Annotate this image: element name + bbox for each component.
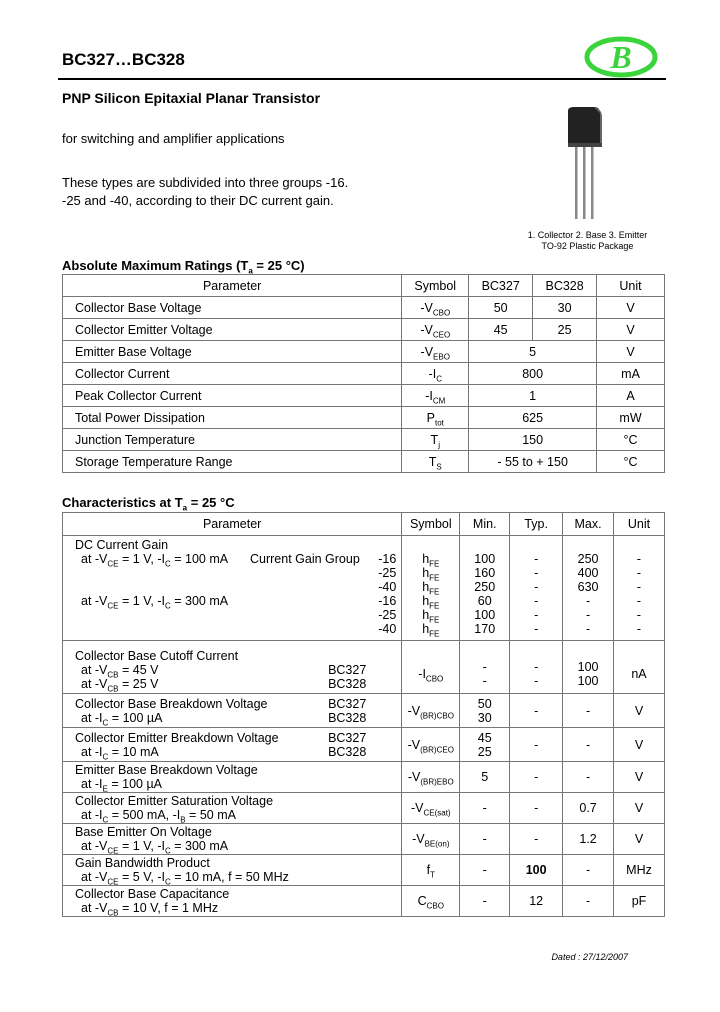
header-unit: Unit [597,275,665,297]
header-bc328: BC328 [533,275,597,297]
pin-description: 1. Collector 2. Base 3. Emitter [527,230,648,240]
table-row: Base Emitter On Voltage at $-V_{CE} = 1$ V, $-I_C = 300$ mA $-V_{BE(on)}$ - - 1.2 V [63,824,665,855]
table-row: Collector Base Voltage $-V_{CBO}$ 50 30 V [63,297,665,319]
groups-text-1: These types are subdivided into three groups -16. [62,175,349,190]
package-caption [520,230,655,252]
characteristics-table [62,512,665,917]
chars-header-row [63,513,665,536]
table-row: Peak Collector Current $-I_{CM}$ 1 A [63,385,665,407]
header-parameter: Parameter [63,513,402,536]
table-row: Gain Bandwidth Product at $-V_{CE} = 5$ V, $-I_C = 10$ mA, f = 50 MHz $f_T$ - 100 - MHz [63,855,665,886]
table-row: Emitter Base Voltage $-V_{EBO}$ 5 V [63,341,665,363]
dc-current-gain-row: DC Current Gain at $-V_{CE} = 1$ V, $-I_C = 100$ mA Current Gain Group -16 -25 -40 at $-V_{CE} = 1$ V, $-I_C = 300$ mA -16 -25 -40 $h_{FE}$ $h_{FE}$ $h_{FE}$ $h_{FE}$ $h_{FE}$ $h_{FE}$ 100 160 250 60 100 170 - - - - - - 250 400 630 - - - - - - - - - [63,536,665,641]
ratings-header-row [63,275,665,297]
characteristics-title: Characteristics at $T_a = 25$ °C [62,495,235,513]
header-parameter: Parameter [63,275,402,297]
groups-text-2: -25 and -40, according to their DC current gain. [62,193,334,208]
to92-package-image [560,105,620,225]
table-row: Storage Temperature Range $T_S$ - 55 to + 150 °C [63,451,665,473]
company-logo [583,36,659,78]
header-typ: Typ. [510,513,563,536]
table-row: Total Power Dissipation $P_{tot}$ 625 mW [63,407,665,429]
title-rule [58,78,666,80]
datasheet-title: BC327…BC328 [62,50,185,69]
table-row: Collector Emitter Voltage $-V_{CEO}$ 45 25 V [63,319,665,341]
header-max: Max. [563,513,614,536]
svg-text:B: B [610,39,632,75]
table-row: Junction Temperature $T_j$ 150 °C [63,429,665,451]
header-bc327: BC327 [469,275,533,297]
header-unit: Unit [614,513,665,536]
header-symbol: Symbol [402,513,460,536]
table-row: Emitter Base Breakdown Voltage at $-I_E = 100$ µA $-V_{(BR)EBO}$ 5 - - V [63,762,665,793]
cb-breakdown-row: Collector Base Breakdown Voltage at $-I_C = 100$ µA BC327 BC328 $-V_{(BR)CBO}$ 50 30 - - V [63,694,665,728]
cutoff-current-row: Collector Base Cutoff Current at $-V_{CB} = 45$ V BC327 at $-V_{CB} = 25$ V BC328 $-I_{CBO}$ - - - - 100 100 nA [63,641,665,694]
ratings-title: Absolute Maximum Ratings ($T_a = 25$ °C) [62,258,305,276]
application-text: for switching and amplifier applications [62,131,285,146]
ratings-table [62,274,665,473]
header-min: Min. [460,513,510,536]
table-row: Collector Current $-I_C$ 800 mA [63,363,665,385]
table-row: Collector Emitter Saturation Voltage at $-I_C = 500$ mA, $-I_B = 50$ mA $-V_{CE(sat)}$ - - 0.7 V [63,793,665,824]
datasheet-subtitle: PNP Silicon Epitaxial Planar Transistor [62,90,321,106]
table-row: Collector Base Capacitance at $-V_{CB} = 10$ V, f = 1 MHz $C_{CBO}$ - 12 - pF [63,886,665,917]
ce-breakdown-row: Collector Emitter Breakdown Voltage at $-I_C = 10$ mA BC327 BC328 $-V_{(BR)CEO}$ 45 25 - - V [63,728,665,762]
dated-footer: Dated : 27/12/2007 [551,952,628,962]
package-name: TO-92 Plastic Package [541,241,634,251]
header-symbol: Symbol [402,275,469,297]
